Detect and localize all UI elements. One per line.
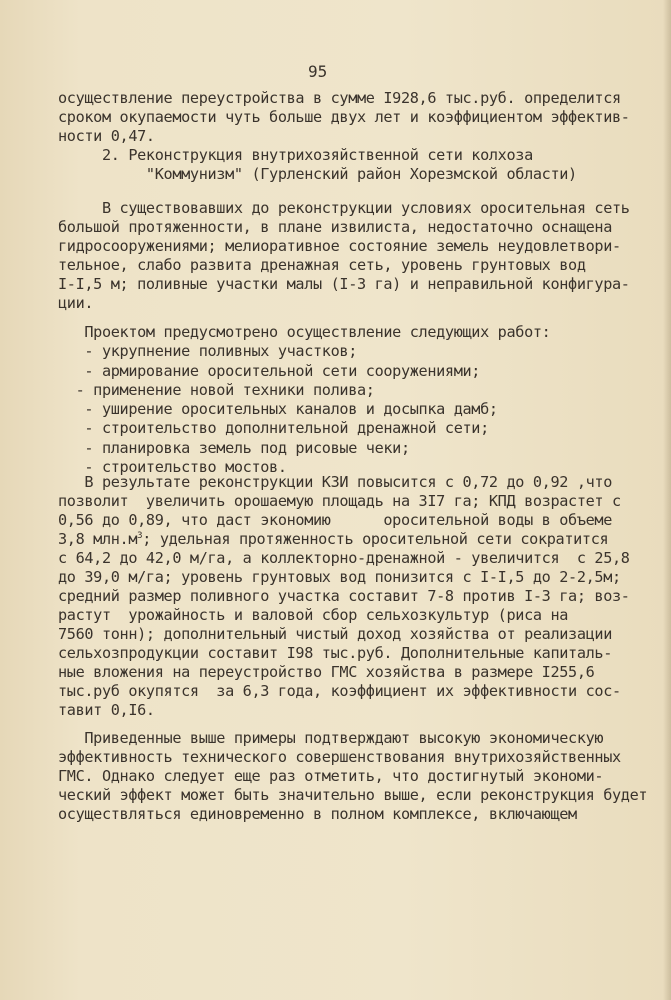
list-item: - применение новой техники полива; [58,380,375,399]
list-item: - строительство дополнительной дренажной сети; [58,419,489,438]
paragraph-results [58,473,630,720]
page-edge-shadow [663,0,671,1000]
text-fragment: 3,8 млн.м [58,530,138,548]
text-line: тавит 0,I6. [58,701,155,719]
text-line: растут урожайность и валовой сбор сельхозкультур (риса на [58,606,569,624]
text-line: сельхозпродукции составит I98 тыс.руб. Дополнительные капиталь- [58,644,613,662]
text-line: ности 0,47. [58,127,155,145]
text-line: 0,56 до 0,89, что даст экономию оросительной воды в объеме [58,511,613,529]
text-line: с 64,2 до 42,0 м/га, а коллекторно-дренажной - увеличится с 25,8 [58,549,630,567]
text-line: Приведенные выше примеры подтверждают высокую экономическую [58,729,604,747]
section-heading-line: 2. Реконструкция внутрихозяйственной сети колхоза [58,146,533,164]
list-item: - строительство мостов. [58,458,287,477]
text-fragment: ; удельная протяженность оросительной сети сократится [142,530,609,548]
works-list [58,323,598,477]
list-item: - армирование оросительной сети сооружениями; [58,361,481,380]
text-line: ции. [58,294,94,312]
text-line: сроком окупаемости чуть больше двух лет и коэффициентом эффектив- [58,108,630,126]
intro-section [58,89,630,184]
text-line: средний размер поливного участка составит 7-8 против I-3 га; воз- [58,587,630,605]
text-line: гидросооружениями; мелиоративное состояние земель неудовлетвори- [58,237,621,255]
text-line: ГМС. Однако следует еще раз отметить, что достигнутый экономи- [58,767,604,785]
section-heading-line: "Коммунизм" (Гурленский район Хорезмской области) [58,165,577,183]
list-item: - укрупнение поливных участков; [58,342,357,361]
list-item: - уширение оросительных каналов и досыпка дамб; [58,400,498,419]
text-line: тыс.руб окупятся за 6,3 года, коэффициент их эффективности сос- [58,682,621,700]
paragraph-conclusion [58,729,648,824]
superscript: 3 [137,530,143,541]
text-line: эффективность технического совершенствования внутрихозяйственных [58,748,621,766]
page-number: 95 [308,62,328,81]
text-line: ческий эффект может быть значительно выше, если реконструкция будет [58,786,648,804]
text-line: тельное, слабо развита дренажная сеть, уровень грунтовых вод [58,256,586,274]
text-line: 7560 тонн); дополнительный чистый доход хозяйства от реализации [58,625,613,643]
text-line: В существовавших до реконструкции условиях оросительная сеть [58,199,630,217]
text-line: до 39,0 м/га; уровень грунтовых вод понизится с I-I,5 до 2-2,5м; [58,568,621,586]
text-line-with-superscript [58,530,609,549]
text-line: осуществление переустройства в сумме I928,6 тыс.руб. определится [58,89,621,107]
text-line: I-I,5 м; поливные участки малы (I-3 га) и неправильной конфигура- [58,275,630,293]
list-intro: Проектом предусмотрено осуществление следующих работ: [58,323,551,341]
list-item: - планировка земель под рисовые чеки; [58,438,410,457]
text-line: В результате реконструкции КЗИ повысится с 0,72 до 0,92 ,что [58,473,613,491]
text-line: осуществляться единовременно в полном комплексе, включающем [58,805,577,823]
text-line: позволит увеличить орошаемую площадь на 3I7 га; КПД возрастет с [58,492,621,510]
text-line: большой протяженности, в плане извилиста, недостаточно оснащена [58,218,613,236]
text-line: ные вложения на переустройство ГМС хозяйства в размере I255,6 [58,663,595,681]
paragraph-conditions [58,199,630,313]
